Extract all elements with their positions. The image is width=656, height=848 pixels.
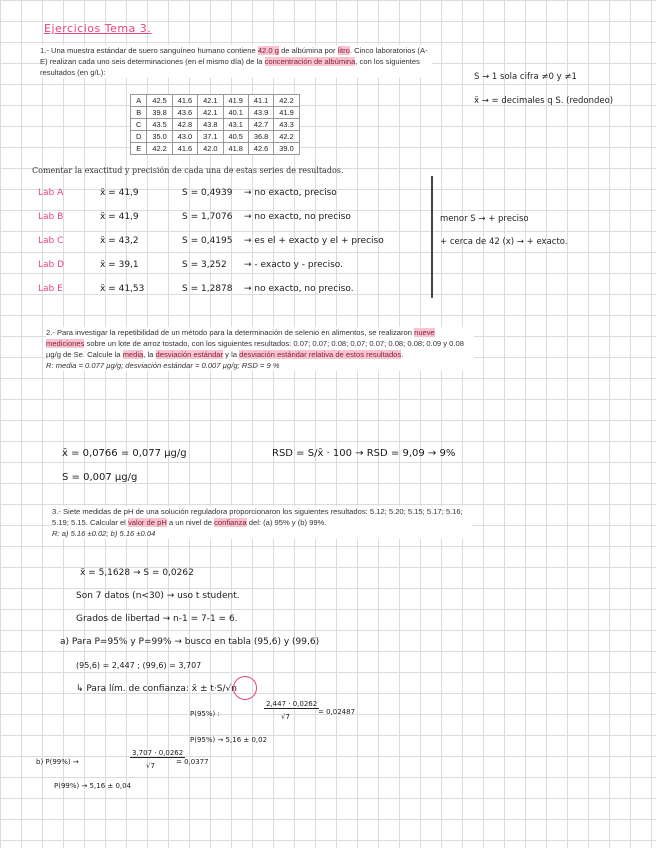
ex3-p95-final: P(95%) → 5,16 ± 0,02 xyxy=(190,736,268,744)
lab-std-dev: S = 1,7076 xyxy=(182,212,233,222)
ex2-std-dev: S = 0,007 µg/g xyxy=(62,472,138,483)
divider-line xyxy=(431,176,433,298)
lab-mean: x̄ = 43,2 xyxy=(100,236,139,246)
table-cell: 43.6 xyxy=(172,107,197,119)
ex3-p99-result: = 0,0377 xyxy=(176,758,209,766)
ex3-mean-sd: x̄ = 5,1628 → S = 0,0262 xyxy=(80,568,194,578)
lab-std-dev: S = 1,2878 xyxy=(182,284,233,294)
ex3-p95-label: P(95%) : xyxy=(190,710,220,718)
table-cell: 39.0 xyxy=(274,143,299,155)
table-cell: 43.9 xyxy=(248,107,273,119)
note-precision: menor S → + preciso xyxy=(440,214,529,224)
lab-comment: → no exacto, no preciso. xyxy=(244,284,354,294)
row-label: E xyxy=(131,143,147,155)
lab-std-dev: S = 3,252 xyxy=(182,260,227,270)
lab-comment: → no exacto, no preciso xyxy=(244,212,351,222)
exercise-3-answer: R: a) 5.16 ±0.02; b) 5.16 ±0.04 xyxy=(52,529,156,538)
exercise-2-statement: 2.- Para investigar la repetibilidad de un método para la determinación de selenio en alimentos, se realizaron nueve mediciones sobre un lote de arroz tostado, con los siguientes resultados: 0.07; 0.07; 0.08; 0.07; 0.07; 0.08; 0.08; 0.09 y 0.08 µg/g de Se. Calcule la media, la desviación estándar y la desviación estándar relativa de estos resultados. R: media = 0.077 µg/g; desviación estándar = 0.007 µg/g; RSD = 9 % xyxy=(46,327,474,371)
table-cell: 42.1 xyxy=(198,107,223,119)
table-cell: 40.5 xyxy=(223,131,248,143)
ex2-rsd: RSD = S/x̄ · 100 → RSD = 9,09 → 9% xyxy=(272,448,456,459)
lab-label: Lab A xyxy=(38,188,64,198)
ex3-p95-denominator: √7 xyxy=(281,713,290,721)
lab-label: Lab B xyxy=(38,212,64,222)
table-row xyxy=(131,107,300,119)
ex3-p95-numerator: 2,447 · 0,0262 xyxy=(266,700,318,708)
table-cell: 41.6 xyxy=(172,143,197,155)
ex3-p99-final: P(99%) → 5,16 ± 0,04 xyxy=(54,782,132,790)
side-note-sig-figs: S → 1 sola cifra ≠0 y ≠1 xyxy=(474,72,577,82)
table-cell: 41.9 xyxy=(274,107,299,119)
table-cell: 43.5 xyxy=(147,119,172,131)
lab-comment: → - exacto y - preciso. xyxy=(244,260,343,270)
exercise-1-question: Comentar la exactitud y precisión de cada una de estas series de resultados. xyxy=(32,166,344,175)
exercise-3-statement: 3.- Siete medidas de pH de una solución reguladora proporcionaron los siguientes resultados: 5.12; 5.20; 5.15; 5.17; 5.16; 5.19; 5.15. Calcular el valor de pH a un nivel de confianza del: (a) 95% y (b) 99%. R: a) 5.16 ±0.02; b) 5.16 ±0.04 xyxy=(52,506,472,539)
page-title: Ejercicios Tema 3. xyxy=(44,22,152,35)
row-label: B xyxy=(131,107,147,119)
table-cell: 36.8 xyxy=(248,131,273,143)
table-cell: 43.8 xyxy=(198,119,223,131)
ex2-mean: x̄ = 0,0766 = 0,077 µg/g xyxy=(62,448,187,459)
lab-label: Lab D xyxy=(38,260,65,270)
results-table xyxy=(130,94,300,155)
table-row xyxy=(131,131,300,143)
row-label: C xyxy=(131,119,147,131)
ex3-part-a: a) Para P=95% y P=99% → busco en tabla (95,6) y (99,6) xyxy=(60,637,320,647)
lab-mean: x̄ = 41,53 xyxy=(100,284,145,294)
lab-mean: x̄ = 41,9 xyxy=(100,212,139,222)
lab-comment: → no exacto, preciso xyxy=(244,188,337,198)
row-label: D xyxy=(131,131,147,143)
table-cell: 41.6 xyxy=(172,95,197,107)
ex3-confidence-limit: ↳ Para lím. de confianza: x̄ ± t·S/√n xyxy=(76,684,237,694)
ex3-p95-result: = 0,02487 xyxy=(318,708,356,716)
table-cell: 41.1 xyxy=(248,95,273,107)
table-row xyxy=(131,95,300,107)
table-cell: 42.2 xyxy=(274,131,299,143)
table-cell: 41.9 xyxy=(223,95,248,107)
table-cell: 35.0 xyxy=(147,131,172,143)
ex3-p99-label: b) P(99%) → xyxy=(36,758,79,766)
lab-comment: → es el + exacto y el + preciso xyxy=(244,236,384,246)
table-cell: 42.0 xyxy=(198,143,223,155)
exercise-1-statement: 1.- Una muestra estándar de suero sanguíneo humano contiene 42.0 g de albúmina por litro. Cinco laboratorios (A-E) realizan cada uno seis determinaciones (en el mismo día) de la concentración de albúmina, con los siguientes resultados (en g/L): xyxy=(40,45,432,78)
lab-std-dev: S = 0,4939 xyxy=(182,188,233,198)
table-cell: 41.8 xyxy=(223,143,248,155)
table-cell: 37.1 xyxy=(198,131,223,143)
table-cell: 43.0 xyxy=(172,131,197,143)
ex3-p99-numerator: 3,707 · 0,0262 xyxy=(132,749,184,757)
table-cell: 42.2 xyxy=(274,95,299,107)
table-cell: 42.2 xyxy=(147,143,172,155)
ex3-t-student: Son 7 datos (n<30) → uso t student. xyxy=(76,591,240,601)
table-cell: 39.8 xyxy=(147,107,172,119)
exercise-2-answer: R: media = 0.077 µg/g; desviación estándar = 0.007 µg/g; RSD = 9 % xyxy=(46,361,280,370)
side-note-decimals: x̄ → = decimales q S. (redondeo) xyxy=(474,96,614,106)
table-cell: 43.1 xyxy=(223,119,248,131)
table-cell: 42.5 xyxy=(147,95,172,107)
highlight-circle xyxy=(233,676,257,700)
lab-std-dev: S = 0,4195 xyxy=(182,236,233,246)
ex3-degrees-freedom: Grados de libertad → n-1 = 7-1 = 6. xyxy=(76,614,238,624)
table-row xyxy=(131,119,300,131)
row-label: A xyxy=(131,95,147,107)
lab-mean: x̄ = 39,1 xyxy=(100,260,139,270)
lab-label: Lab E xyxy=(38,284,63,294)
ex3-t-values: (95,6) = 2,447 ; (99,6) = 3,707 xyxy=(76,661,202,670)
table-cell: 43.3 xyxy=(274,119,299,131)
table-row xyxy=(131,143,300,155)
lab-mean: x̄ = 41,9 xyxy=(100,188,139,198)
table-cell: 42.8 xyxy=(172,119,197,131)
table-cell: 42.6 xyxy=(248,143,273,155)
ex3-p99-denominator: √7 xyxy=(146,762,155,770)
table-cell: 42.7 xyxy=(248,119,273,131)
lab-label: Lab C xyxy=(38,236,64,246)
table-cell: 42.1 xyxy=(198,95,223,107)
table-cell: 40.1 xyxy=(223,107,248,119)
note-accuracy: + cerca de 42 (x) → + exacto. xyxy=(440,237,568,247)
